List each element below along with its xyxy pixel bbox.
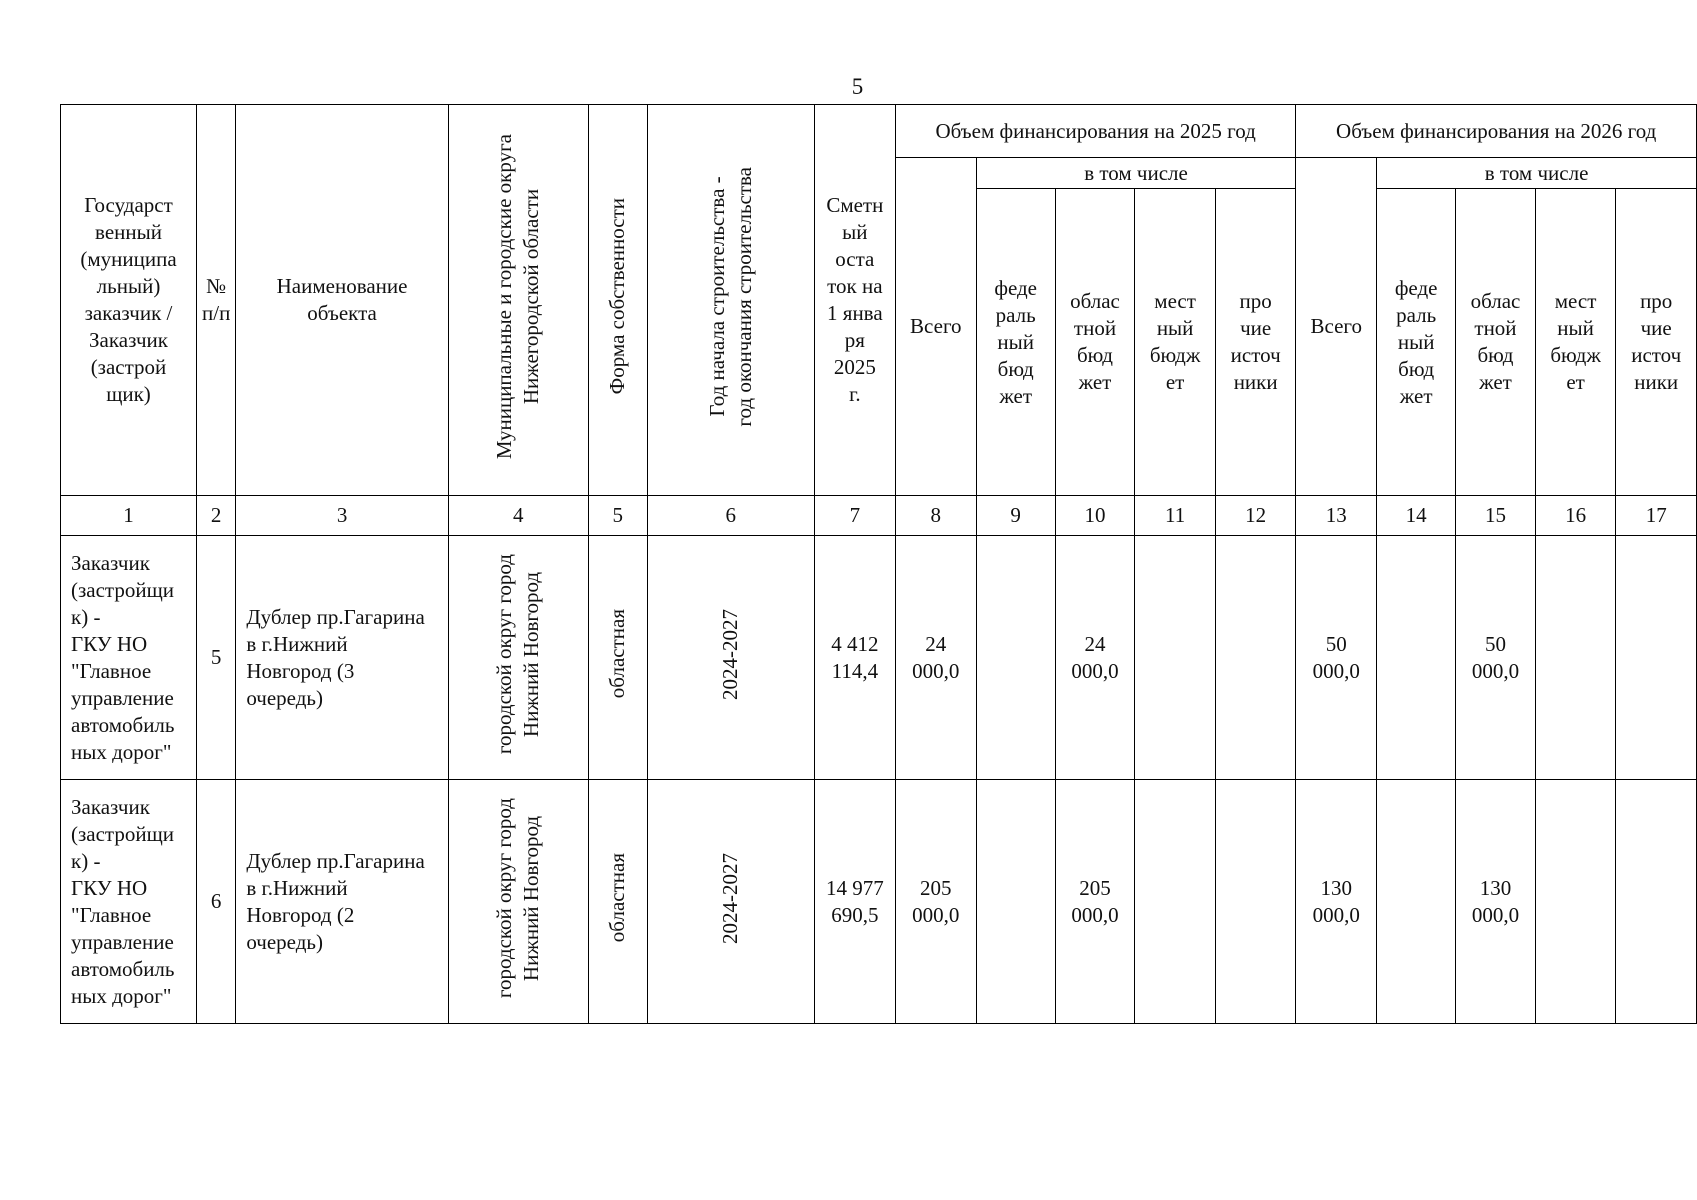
column-number: 3	[236, 496, 448, 536]
column-number: 16	[1535, 496, 1616, 536]
column-number: 10	[1055, 496, 1135, 536]
header-years-cell	[647, 105, 814, 496]
ownership-text: областная	[605, 853, 630, 943]
cell-federal-2025	[976, 536, 1055, 780]
column-number: 2	[197, 496, 236, 536]
header-regional-2025: облас тной бюд жет	[1055, 189, 1135, 496]
column-number: 13	[1296, 496, 1377, 536]
cell-object-name: Дублер пр.Гагарина в г.Нижний Новгород (2 очередь)	[236, 780, 448, 1024]
header-total-2025: Всего	[895, 158, 976, 496]
header-other-2026: про чие источ ники	[1616, 189, 1697, 496]
column-number: 1	[61, 496, 197, 536]
table-row	[61, 536, 1697, 780]
financing-table	[60, 104, 1697, 1024]
header-estimate: Сметн ый оста ток на 1 янва ря 2025 г.	[814, 105, 895, 496]
cell-municipality	[448, 780, 588, 1024]
column-number: 8	[895, 496, 976, 536]
cell-ownership	[588, 536, 647, 780]
column-number-row	[61, 496, 1697, 536]
cell-total-2026: 130 000,0	[1296, 780, 1377, 1024]
table-row	[61, 780, 1697, 1024]
header-municipal: Муниципальные и городские округа Нижегородской области	[492, 133, 544, 460]
cell-total-2025: 205 000,0	[895, 780, 976, 1024]
municipality-text: городской округ город Нижний Новгород	[492, 553, 544, 755]
cell-object-name: Дублер пр.Гагарина в г.Нижний Новгород (3 очередь)	[236, 536, 448, 780]
cell-local-2025	[1135, 780, 1216, 1024]
cell-years	[647, 780, 814, 1024]
cell-estimate: 14 977 690,5	[814, 780, 895, 1024]
cell-regional-2025: 24 000,0	[1055, 536, 1135, 780]
header-including-2026: в том числе	[1377, 158, 1697, 189]
cell-number: 6	[197, 780, 236, 1024]
column-number: 6	[647, 496, 814, 536]
column-number: 5	[588, 496, 647, 536]
cell-ownership	[588, 780, 647, 1024]
cell-customer: Заказчик (застройщи к) - ГКУ НО "Главное управление автомобиль ных дорог"	[61, 780, 197, 1024]
header-including-2025: в том числе	[976, 158, 1296, 189]
column-number: 7	[814, 496, 895, 536]
cell-total-2025: 24 000,0	[895, 536, 976, 780]
years-text: 2024-2027	[718, 852, 743, 944]
header-customer: Государст венный (муниципа льный) заказчик / Заказчик (застрой щик)	[61, 105, 197, 496]
cell-regional-2025: 205 000,0	[1055, 780, 1135, 1024]
years-text: 2024-2027	[718, 608, 743, 700]
header-federal-2026: феде раль ный бюд жет	[1377, 189, 1456, 496]
header-municipal-cell	[448, 105, 588, 496]
cell-local-2026	[1535, 536, 1616, 780]
header-federal-2025: феде раль ный бюд жет	[976, 189, 1055, 496]
cell-local-2025	[1135, 536, 1216, 780]
cell-regional-2026: 50 000,0	[1456, 536, 1536, 780]
cell-federal-2026	[1377, 536, 1456, 780]
header-total-2026: Всего	[1296, 158, 1377, 496]
header-object-name: Наименование объекта	[236, 105, 448, 496]
header-ownership-cell	[588, 105, 647, 496]
column-number: 4	[448, 496, 588, 536]
column-number: 14	[1377, 496, 1456, 536]
column-number: 15	[1456, 496, 1536, 536]
header-financing-2025: Объем финансирования на 2025 год	[895, 105, 1295, 158]
cell-other-2025	[1215, 536, 1295, 780]
cell-other-2026	[1616, 536, 1697, 780]
header-financing-2026: Объем финансирования на 2026 год	[1296, 105, 1697, 158]
column-number: 11	[1135, 496, 1216, 536]
header-other-2025: про чие источ ники	[1215, 189, 1295, 496]
cell-estimate: 4 412 114,4	[814, 536, 895, 780]
header-local-2026: мест ный бюдж ет	[1535, 189, 1616, 496]
cell-total-2026: 50 000,0	[1296, 536, 1377, 780]
cell-regional-2026: 130 000,0	[1456, 780, 1536, 1024]
header-regional-2026: облас тной бюд жет	[1456, 189, 1536, 496]
header-row-1	[61, 105, 1697, 158]
header-local-2025: мест ный бюдж ет	[1135, 189, 1216, 496]
column-number: 9	[976, 496, 1055, 536]
cell-federal-2025	[976, 780, 1055, 1024]
ownership-text: областная	[605, 609, 630, 699]
page-number: 5	[851, 74, 864, 99]
cell-other-2025	[1215, 780, 1295, 1024]
cell-other-2026	[1616, 780, 1697, 1024]
cell-number: 5	[197, 536, 236, 780]
cell-federal-2026	[1377, 780, 1456, 1024]
column-number: 17	[1616, 496, 1697, 536]
cell-years	[647, 536, 814, 780]
header-ownership: Форма собственности	[605, 198, 630, 395]
municipality-text: городской округ город Нижний Новгород	[492, 797, 544, 999]
cell-local-2026	[1535, 780, 1616, 1024]
cell-customer: Заказчик (застройщи к) - ГКУ НО "Главное управление автомобиль ных дорог"	[61, 536, 197, 780]
column-number: 12	[1215, 496, 1295, 536]
cell-municipality	[448, 536, 588, 780]
header-number: № п/п	[197, 105, 236, 496]
header-years: Год начала строительства - год окончания строительства	[704, 166, 756, 427]
